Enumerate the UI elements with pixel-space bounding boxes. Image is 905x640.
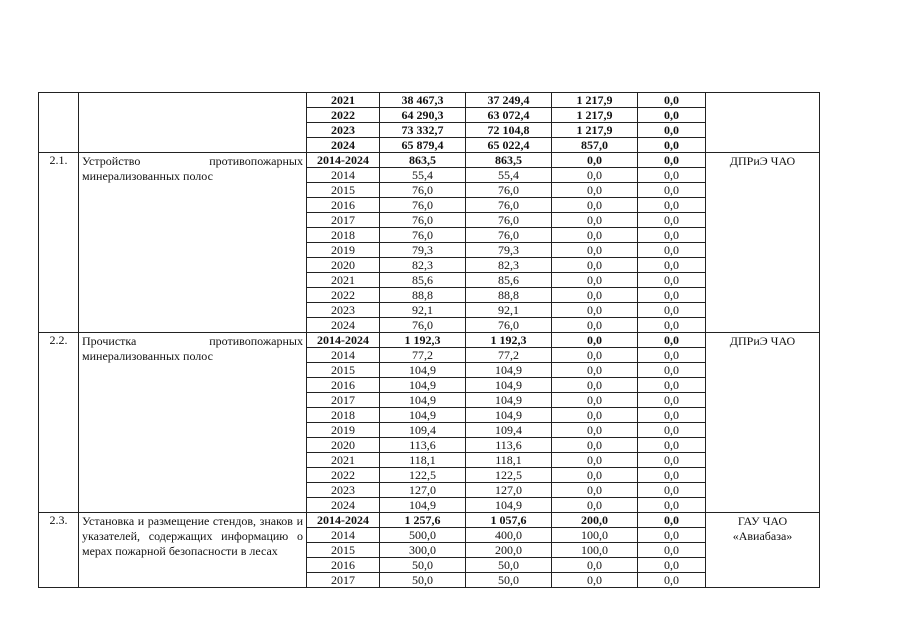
total-cell: 500,0 [380,528,466,543]
total-cell: 863,5 [380,153,466,168]
budget-cell: 92,1 [466,303,552,318]
responsible-executor: ГАУ ЧАО «Авиабаза» [706,513,820,588]
other-budget-cell: 1 217,9 [552,108,638,123]
extra-cell: 0,0 [638,183,706,198]
other-budget-cell: 1 217,9 [552,93,638,108]
year-cell: 2014 [307,348,380,363]
other-budget-cell: 0,0 [552,348,638,363]
year-cell: 2016 [307,558,380,573]
total-cell: 104,9 [380,408,466,423]
year-cell: 2014-2024 [307,333,380,348]
budget-cell: 37 249,4 [466,93,552,108]
budget-cell: 118,1 [466,453,552,468]
extra-cell: 0,0 [638,258,706,273]
section-index: 2.2. [39,333,79,513]
total-cell: 50,0 [380,573,466,588]
budget-cell: 65 022,4 [466,138,552,153]
budget-cell: 400,0 [466,528,552,543]
total-cell: 76,0 [380,318,466,333]
extra-cell: 0,0 [638,468,706,483]
other-budget-cell: 0,0 [552,423,638,438]
other-budget-cell: 0,0 [552,468,638,483]
extra-cell: 0,0 [638,198,706,213]
year-cell: 2022 [307,468,380,483]
budget-cell: 104,9 [466,378,552,393]
total-cell: 109,4 [380,423,466,438]
extra-cell: 0,0 [638,228,706,243]
extra-cell: 0,0 [638,348,706,363]
budget-cell: 76,0 [466,318,552,333]
budget-cell: 76,0 [466,213,552,228]
other-budget-cell: 1 217,9 [552,123,638,138]
other-budget-cell: 0,0 [552,393,638,408]
budget-cell: 1 057,6 [466,513,552,528]
year-cell: 2014-2024 [307,153,380,168]
budget-cell: 76,0 [466,183,552,198]
total-cell: 38 467,3 [380,93,466,108]
extra-cell: 0,0 [638,168,706,183]
year-cell: 2021 [307,453,380,468]
other-budget-cell: 0,0 [552,303,638,318]
year-cell: 2023 [307,303,380,318]
budget-cell: 104,9 [466,498,552,513]
year-cell: 2023 [307,123,380,138]
year-cell: 2015 [307,363,380,378]
year-cell: 2018 [307,408,380,423]
other-budget-cell: 0,0 [552,153,638,168]
year-cell: 2017 [307,393,380,408]
extra-cell: 0,0 [638,543,706,558]
extra-cell: 0,0 [638,423,706,438]
year-cell: 2021 [307,93,380,108]
budget-cell: 88,8 [466,288,552,303]
other-budget-cell: 0,0 [552,288,638,303]
total-cell: 92,1 [380,303,466,318]
extra-cell: 0,0 [638,393,706,408]
other-budget-cell: 0,0 [552,273,638,288]
year-cell: 2015 [307,543,380,558]
total-cell: 76,0 [380,213,466,228]
total-cell: 1 192,3 [380,333,466,348]
section-description: Установка и размещение стендов, знаков и указателей, содержащих информацию о мерах пожарной безопасности в лесах [79,513,307,588]
extra-cell: 0,0 [638,318,706,333]
responsible-executor [706,93,820,153]
table-row [39,513,820,528]
budget-cell: 72 104,8 [466,123,552,138]
budget-cell: 85,6 [466,273,552,288]
extra-cell: 0,0 [638,513,706,528]
extra-cell: 0,0 [638,153,706,168]
total-cell: 64 290,3 [380,108,466,123]
budget-cell: 200,0 [466,543,552,558]
extra-cell: 0,0 [638,213,706,228]
total-cell: 104,9 [380,393,466,408]
other-budget-cell: 0,0 [552,228,638,243]
other-budget-cell: 0,0 [552,453,638,468]
other-budget-cell: 0,0 [552,183,638,198]
extra-cell: 0,0 [638,333,706,348]
budget-cell: 50,0 [466,573,552,588]
extra-cell: 0,0 [638,93,706,108]
extra-cell: 0,0 [638,438,706,453]
other-budget-cell: 0,0 [552,498,638,513]
total-cell: 76,0 [380,198,466,213]
section-description [79,93,307,153]
total-cell: 104,9 [380,498,466,513]
year-cell: 2015 [307,183,380,198]
other-budget-cell: 100,0 [552,543,638,558]
table-row [39,93,820,108]
total-cell: 50,0 [380,558,466,573]
budget-cell: 104,9 [466,363,552,378]
extra-cell: 0,0 [638,243,706,258]
other-budget-cell: 0,0 [552,333,638,348]
other-budget-cell: 0,0 [552,363,638,378]
budget-cell: 1 192,3 [466,333,552,348]
total-cell: 127,0 [380,483,466,498]
total-cell: 79,3 [380,243,466,258]
year-cell: 2022 [307,288,380,303]
total-cell: 65 879,4 [380,138,466,153]
year-cell: 2024 [307,318,380,333]
extra-cell: 0,0 [638,108,706,123]
year-cell: 2017 [307,213,380,228]
budget-cell: 104,9 [466,408,552,423]
budget-cell: 77,2 [466,348,552,363]
total-cell: 300,0 [380,543,466,558]
section-description: Устройство противопожарных минерализованных полос [79,153,307,333]
total-cell: 88,8 [380,288,466,303]
extra-cell: 0,0 [638,273,706,288]
extra-cell: 0,0 [638,363,706,378]
budget-cell: 76,0 [466,198,552,213]
total-cell: 104,9 [380,378,466,393]
other-budget-cell: 0,0 [552,198,638,213]
budget-cell: 82,3 [466,258,552,273]
other-budget-cell: 0,0 [552,243,638,258]
year-cell: 2014 [307,528,380,543]
year-cell: 2020 [307,438,380,453]
budget-cell: 863,5 [466,153,552,168]
year-cell: 2016 [307,378,380,393]
extra-cell: 0,0 [638,123,706,138]
other-budget-cell: 0,0 [552,378,638,393]
total-cell: 77,2 [380,348,466,363]
other-budget-cell: 0,0 [552,408,638,423]
budget-cell: 113,6 [466,438,552,453]
budget-cell: 127,0 [466,483,552,498]
other-budget-cell: 0,0 [552,213,638,228]
year-cell: 2023 [307,483,380,498]
table-row [39,153,820,168]
budget-cell: 104,9 [466,393,552,408]
year-cell: 2020 [307,258,380,273]
responsible-executor: ДПРиЭ ЧАО [706,333,820,513]
budget-cell: 76,0 [466,228,552,243]
year-cell: 2019 [307,423,380,438]
total-cell: 73 332,7 [380,123,466,138]
year-cell: 2018 [307,228,380,243]
year-cell: 2016 [307,198,380,213]
year-cell: 2019 [307,243,380,258]
extra-cell: 0,0 [638,138,706,153]
extra-cell: 0,0 [638,528,706,543]
total-cell: 118,1 [380,453,466,468]
total-cell: 122,5 [380,468,466,483]
year-cell: 2024 [307,498,380,513]
other-budget-cell: 100,0 [552,528,638,543]
extra-cell: 0,0 [638,378,706,393]
extra-cell: 0,0 [638,453,706,468]
other-budget-cell: 200,0 [552,513,638,528]
other-budget-cell: 0,0 [552,573,638,588]
section-index: 2.3. [39,513,79,588]
year-cell: 2017 [307,573,380,588]
year-cell: 2014-2024 [307,513,380,528]
table-row [39,333,820,348]
other-budget-cell: 857,0 [552,138,638,153]
budget-table [38,92,820,588]
year-cell: 2024 [307,138,380,153]
other-budget-cell: 0,0 [552,483,638,498]
total-cell: 104,9 [380,363,466,378]
section-index: 2.1. [39,153,79,333]
year-cell: 2014 [307,168,380,183]
section-index [39,93,79,153]
extra-cell: 0,0 [638,573,706,588]
year-cell: 2021 [307,273,380,288]
other-budget-cell: 0,0 [552,558,638,573]
extra-cell: 0,0 [638,483,706,498]
other-budget-cell: 0,0 [552,258,638,273]
total-cell: 113,6 [380,438,466,453]
extra-cell: 0,0 [638,498,706,513]
other-budget-cell: 0,0 [552,318,638,333]
total-cell: 1 257,6 [380,513,466,528]
other-budget-cell: 0,0 [552,438,638,453]
budget-cell: 55,4 [466,168,552,183]
extra-cell: 0,0 [638,558,706,573]
extra-cell: 0,0 [638,303,706,318]
total-cell: 76,0 [380,228,466,243]
total-cell: 55,4 [380,168,466,183]
total-cell: 82,3 [380,258,466,273]
total-cell: 85,6 [380,273,466,288]
extra-cell: 0,0 [638,288,706,303]
other-budget-cell: 0,0 [552,168,638,183]
total-cell: 76,0 [380,183,466,198]
budget-cell: 122,5 [466,468,552,483]
budget-cell: 50,0 [466,558,552,573]
section-description: Прочистка противопожарных минерализованных полос [79,333,307,513]
extra-cell: 0,0 [638,408,706,423]
budget-cell: 63 072,4 [466,108,552,123]
budget-cell: 109,4 [466,423,552,438]
budget-cell: 79,3 [466,243,552,258]
year-cell: 2022 [307,108,380,123]
responsible-executor: ДПРиЭ ЧАО [706,153,820,333]
